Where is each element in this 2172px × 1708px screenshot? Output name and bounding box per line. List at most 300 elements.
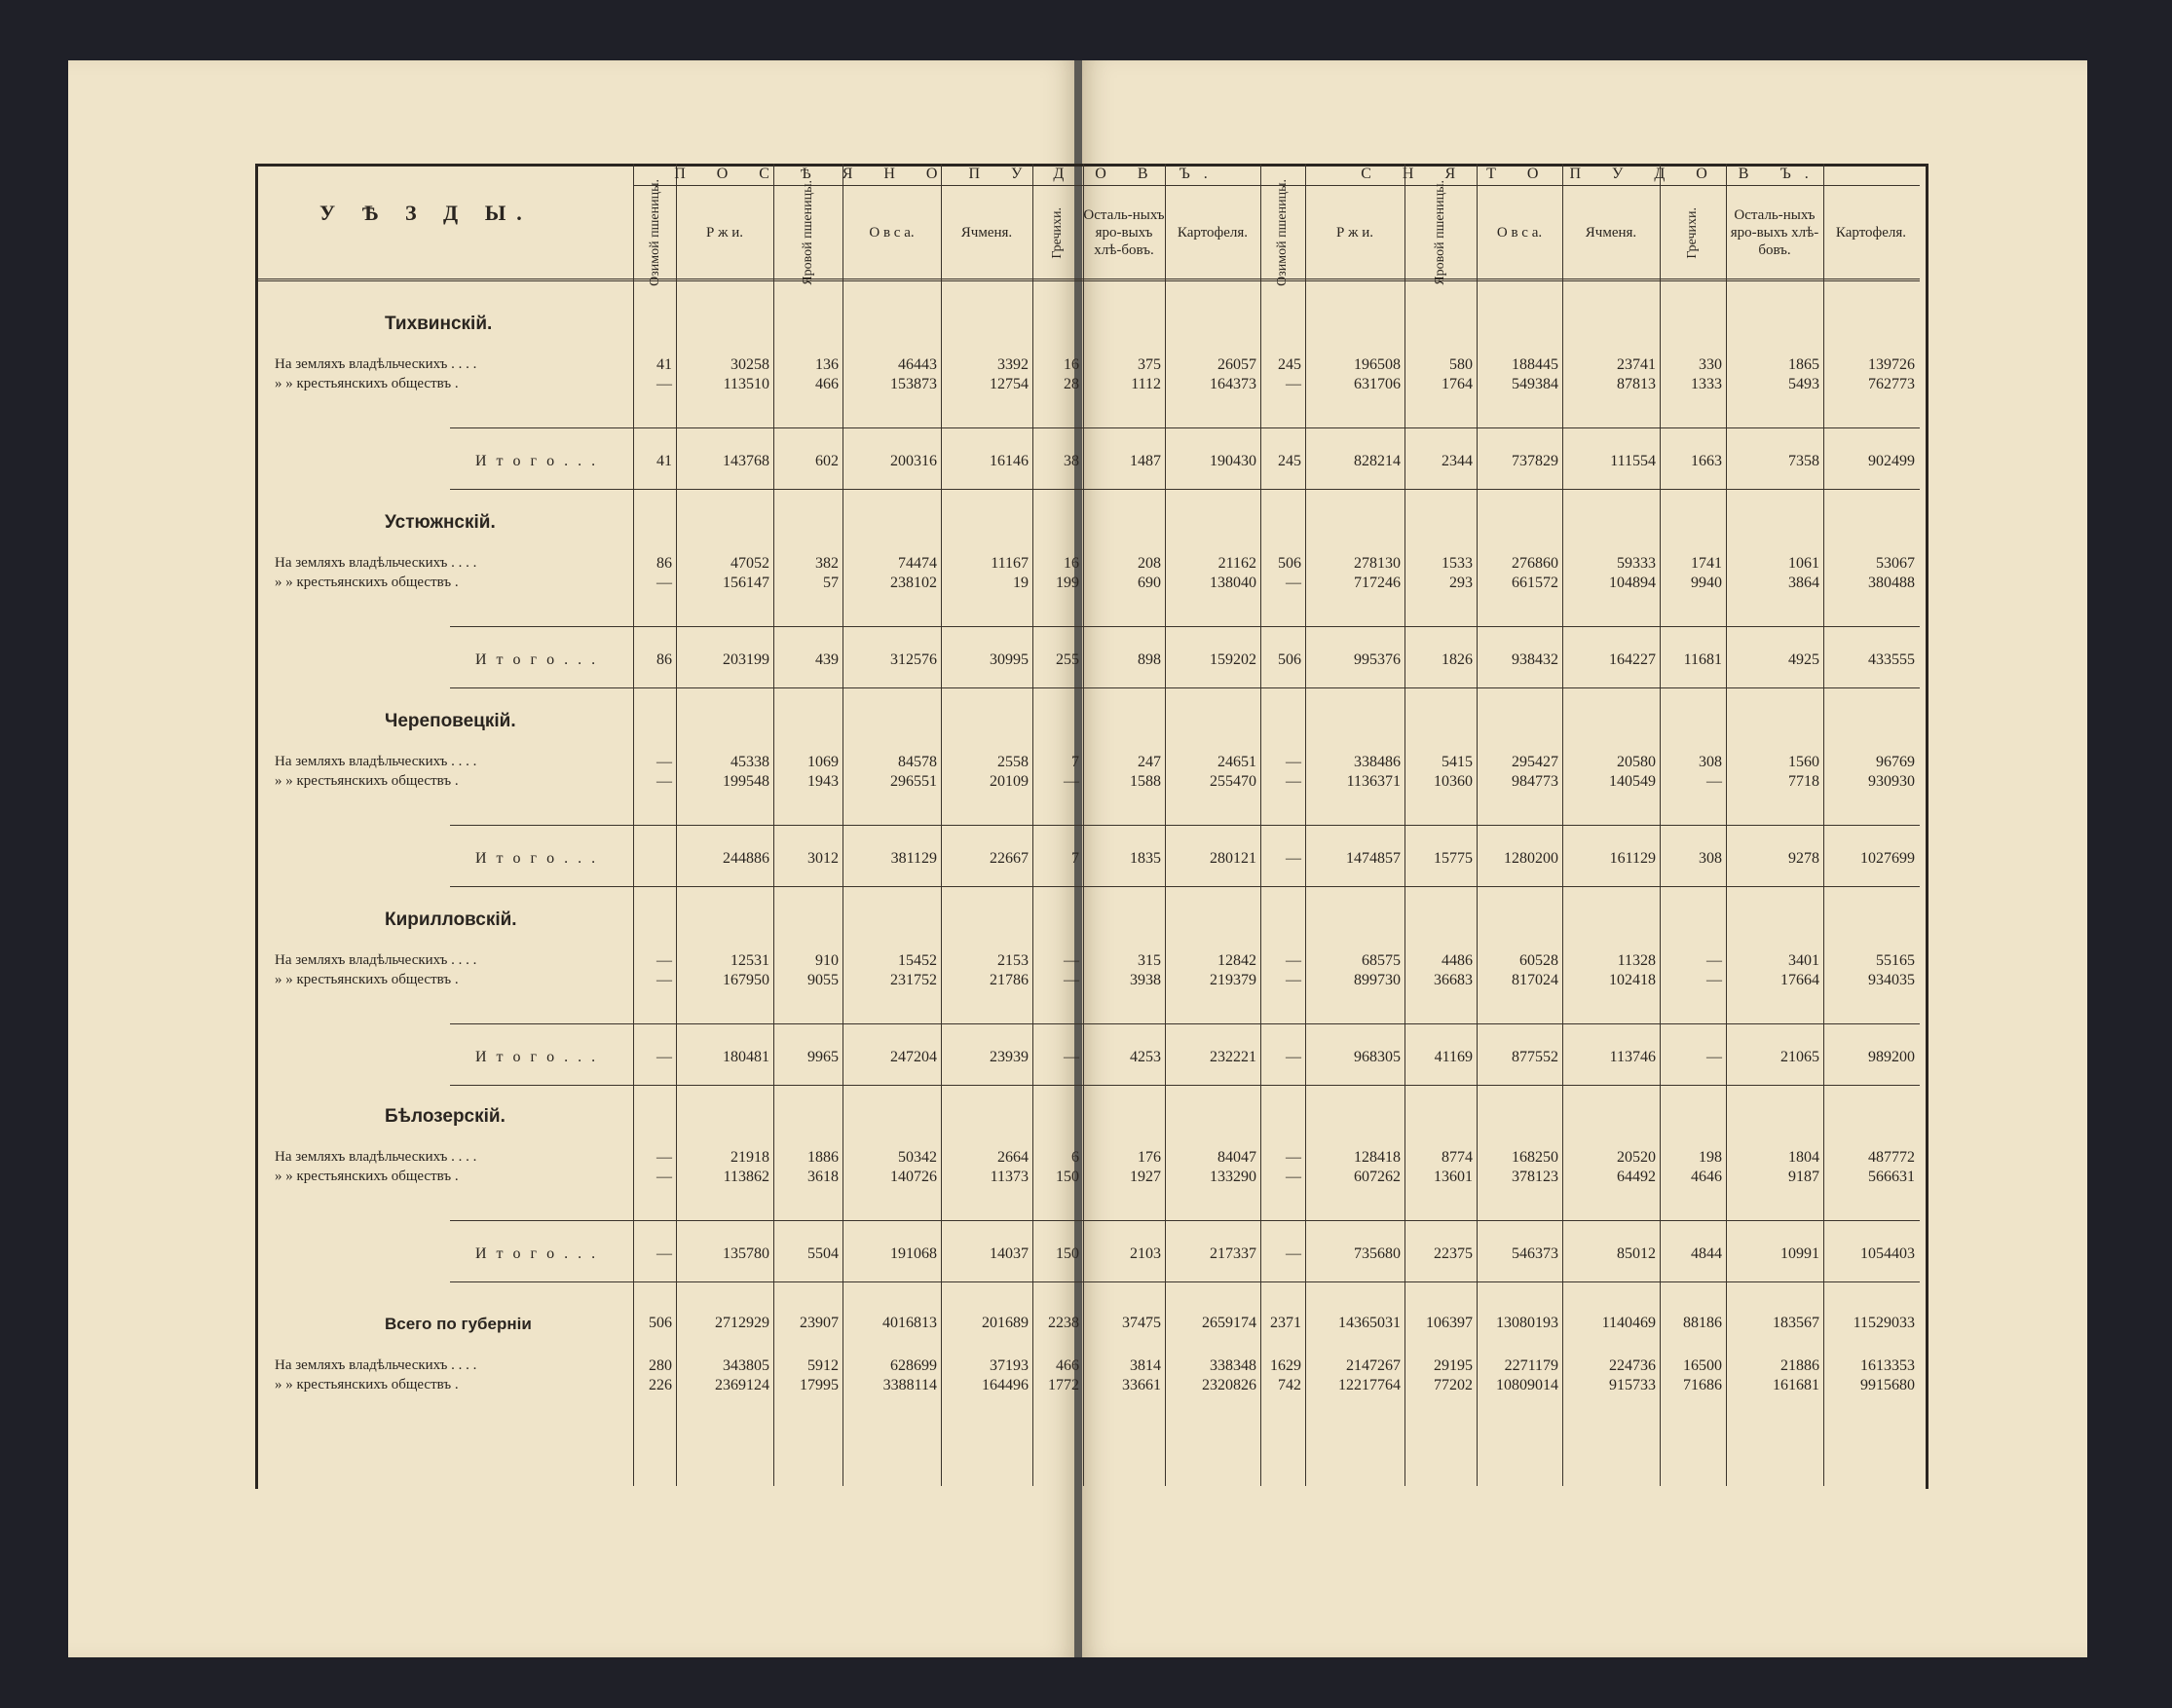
cell-peasants: 19 [1013, 575, 1029, 591]
cell-owners: 580 [1449, 356, 1473, 373]
cell-total: — [1706, 1049, 1722, 1065]
cell-peasants: 9055 [807, 972, 839, 988]
cell-peasants: 378123 [1512, 1169, 1558, 1185]
cell-vsego-owners: 3814 [1130, 1357, 1161, 1374]
column-header-text: Яровой пшеницы. [800, 180, 815, 285]
column-header [1823, 187, 1919, 278]
cell-peasants: 12754 [990, 376, 1029, 392]
cell-owners: 68575 [1362, 952, 1401, 969]
row-label-peasants: » » крестьянскихъ обществъ . [275, 1169, 459, 1184]
cell-peasants: 549384 [1512, 376, 1558, 392]
cell-peasants: 199 [1056, 575, 1079, 591]
cell-peasants: 1333 [1691, 376, 1722, 392]
cell-peasants: 566631 [1868, 1169, 1915, 1185]
column-header-text: Гречихи. [1050, 206, 1065, 259]
cell-owners: 47052 [730, 555, 769, 572]
cell-total: 2103 [1130, 1245, 1161, 1262]
cell-owners: 188445 [1512, 356, 1558, 373]
column-header [1305, 187, 1404, 278]
cell-owners: 245 [1278, 356, 1301, 373]
cell-peasants: 661572 [1512, 575, 1558, 591]
cell-peasants: — [1286, 773, 1301, 790]
cell-owners: 208 [1138, 555, 1161, 572]
cell-vsego-owners: 5912 [807, 1357, 839, 1374]
column-header-text: Картофеля. [1835, 225, 1907, 241]
cell-owners: 6 [1071, 1149, 1079, 1166]
cell-total: 232221 [1210, 1049, 1256, 1065]
cell-total: 737829 [1512, 453, 1558, 469]
cell-total: 439 [815, 651, 839, 668]
cell-total: 828214 [1354, 453, 1401, 469]
cell-total: 10991 [1780, 1245, 1819, 1262]
column-header-text: Яровой пшеницы. [1433, 180, 1447, 285]
cell-total: 150 [1056, 1245, 1079, 1262]
cell-owners: 11328 [1617, 952, 1656, 969]
cell-peasants: 984773 [1512, 773, 1558, 790]
column-header-text: Картофеля. [1177, 225, 1249, 241]
cell-total: 244886 [723, 850, 769, 867]
header-bottom-rule [258, 280, 1920, 281]
cell-vsego-total: 183567 [1773, 1315, 1819, 1331]
cell-vsego-owners: 628699 [890, 1357, 937, 1374]
cell-owners: 168250 [1512, 1149, 1558, 1166]
cell-total: 4925 [1788, 651, 1819, 668]
cell-total: 21065 [1780, 1049, 1819, 1065]
cell-peasants: 1112 [1131, 376, 1161, 392]
column-header-text: Р ж и. [706, 225, 743, 241]
cell-vsego-owners: 280 [649, 1357, 672, 1374]
cell-peasants: 5493 [1788, 376, 1819, 392]
cell-peasants: — [1064, 972, 1079, 988]
cell-total: 135780 [723, 1245, 769, 1262]
cell-total: — [1064, 1049, 1079, 1065]
cell-peasants: 9187 [1788, 1169, 1819, 1185]
cell-peasants: — [1286, 1169, 1301, 1185]
cell-peasants: 57 [823, 575, 839, 591]
cell-owners: — [656, 754, 672, 770]
cell-owners: 1069 [807, 754, 839, 770]
cell-owners: 8774 [1442, 1149, 1473, 1166]
cell-total: 164227 [1609, 651, 1656, 668]
cell-owners: 5415 [1442, 754, 1473, 770]
cell-peasants: 1588 [1130, 773, 1161, 790]
cell-owners: 16 [1064, 555, 1079, 572]
cell-peasants: 133290 [1210, 1169, 1256, 1185]
cell-peasants: — [656, 575, 672, 591]
cell-owners: 12531 [730, 952, 769, 969]
district-name: Череповецкій. [385, 711, 516, 731]
cell-total: 1054403 [1860, 1245, 1915, 1262]
cell-peasants: — [1286, 376, 1301, 392]
cell-peasants: 231752 [890, 972, 937, 988]
cell-peasants: 762773 [1868, 376, 1915, 392]
cell-owners: 315 [1138, 952, 1161, 969]
cell-total: 1663 [1691, 453, 1722, 469]
cell-owners: 506 [1278, 555, 1301, 572]
cell-peasants: 17664 [1780, 972, 1819, 988]
cell-peasants: 156147 [723, 575, 769, 591]
cell-peasants: 219379 [1210, 972, 1256, 988]
cell-owners: 139726 [1868, 356, 1915, 373]
cell-peasants: 934035 [1868, 972, 1915, 988]
cell-total: 41169 [1434, 1049, 1473, 1065]
cell-owners: 2153 [997, 952, 1029, 969]
cell-total: 9278 [1788, 850, 1819, 867]
cell-vsego-owners: 224736 [1609, 1357, 1656, 1374]
cell-total: 995376 [1354, 651, 1401, 668]
cell-owners: 21162 [1217, 555, 1256, 572]
cell-vsego-total: 1140469 [1601, 1315, 1656, 1331]
cell-owners: — [656, 1149, 672, 1166]
cell-owners: 60528 [1519, 952, 1558, 969]
cell-peasants: 899730 [1354, 972, 1401, 988]
cell-total: 938432 [1512, 651, 1558, 668]
cell-vsego-peasants: 742 [1278, 1377, 1301, 1393]
cell-total: 190430 [1210, 453, 1256, 469]
cell-peasants: 13601 [1434, 1169, 1473, 1185]
cell-vsego-total: 14365031 [1338, 1315, 1401, 1331]
cell-total: 1280200 [1504, 850, 1558, 867]
cell-peasants: 7718 [1788, 773, 1819, 790]
district-name: Бѣлозерскій. [385, 1106, 506, 1127]
cell-total: — [1286, 1049, 1301, 1065]
cell-total: 245 [1278, 453, 1301, 469]
cell-vsego-owners: 2147267 [1346, 1357, 1401, 1374]
header-bottom-rule [258, 278, 1920, 279]
cell-peasants: 466 [815, 376, 839, 392]
cell-peasants: 140549 [1609, 773, 1656, 790]
cell-owners: 55165 [1876, 952, 1915, 969]
row-label-owners: На земляхъ владѣльческихъ . . . . [275, 952, 477, 968]
cell-total: 15775 [1434, 850, 1473, 867]
column-header-text: О в с а. [1496, 225, 1543, 241]
cell-owners: 910 [815, 952, 839, 969]
subtotal-rule [450, 427, 1920, 428]
row-label-peasants: » » крестьянскихъ обществъ . [275, 376, 459, 391]
itogo-label: И т о г о . . . [475, 850, 599, 867]
cell-total: 308 [1699, 850, 1722, 867]
cell-total: 217337 [1210, 1245, 1256, 1262]
cell-total: 11681 [1683, 651, 1722, 668]
cell-owners: 1886 [807, 1149, 839, 1166]
cell-total: 180481 [723, 1049, 769, 1065]
cell-total: 30995 [990, 651, 1029, 668]
column-header-text: Озимой пшеницы. [648, 179, 662, 286]
cell-owners: 382 [815, 555, 839, 572]
subtotal-rule [450, 1220, 1920, 1221]
cell-vsego-owners: 343805 [723, 1357, 769, 1374]
cell-peasants: 102418 [1609, 972, 1656, 988]
cell-owners: 21918 [730, 1149, 769, 1166]
cell-total: 280121 [1210, 850, 1256, 867]
column-header-text: Ячменя. [1585, 225, 1637, 241]
cell-owners: 50342 [898, 1149, 937, 1166]
cell-owners: 2558 [997, 754, 1029, 770]
cell-owners: 16 [1064, 356, 1079, 373]
cell-peasants: — [1706, 773, 1722, 790]
cell-vsego-peasants: 915733 [1609, 1377, 1656, 1393]
cell-total: 898 [1138, 651, 1161, 668]
cell-peasants: 1764 [1442, 376, 1473, 392]
cell-vsego-owners: 1629 [1270, 1357, 1301, 1374]
column-header [843, 187, 941, 278]
cell-owners: 7 [1071, 754, 1079, 770]
column-header-text: Осталь-ныхъ яро-выхъ хлѣ-бовъ. [1083, 207, 1165, 258]
cell-total: 3012 [807, 850, 839, 867]
row-label-owners: На земляхъ владѣльческихъ . . . . [275, 555, 477, 571]
cell-total: 247204 [890, 1049, 937, 1065]
cell-owners: — [1286, 952, 1301, 969]
cell-owners: — [1286, 1149, 1301, 1166]
cell-peasants: 167950 [723, 972, 769, 988]
column-header [1404, 180, 1477, 285]
cell-owners: 308 [1699, 754, 1722, 770]
itogo-label: И т о г о . . . [475, 1049, 599, 1065]
cell-total: 7 [1071, 850, 1079, 867]
cell-total: 5504 [807, 1245, 839, 1262]
cell-vsego-total: 2371 [1270, 1315, 1301, 1331]
cell-vsego-peasants: 71686 [1683, 1377, 1722, 1393]
cell-owners: 41 [656, 356, 672, 373]
cell-total: 1027699 [1860, 850, 1915, 867]
cell-total: 113746 [1609, 1049, 1656, 1065]
cell-peasants: 113862 [723, 1169, 769, 1185]
cell-vsego-total: 2659174 [1202, 1315, 1256, 1331]
cell-total: 506 [1278, 651, 1301, 668]
cell-peasants: — [656, 376, 672, 392]
column-header [1477, 187, 1562, 278]
column-header [676, 187, 773, 278]
cell-owners: 1865 [1788, 356, 1819, 373]
cell-owners: 74474 [898, 555, 937, 572]
cell-peasants: 138040 [1210, 575, 1256, 591]
cell-vsego-owners: 37193 [990, 1357, 1029, 1374]
cell-peasants: 255470 [1210, 773, 1256, 790]
cell-owners: — [1706, 952, 1722, 969]
cell-peasants: 64492 [1617, 1169, 1656, 1185]
cell-owners: 2664 [997, 1149, 1029, 1166]
cell-owners: 46443 [898, 356, 937, 373]
cell-peasants: 153873 [890, 376, 937, 392]
cell-total: 989200 [1868, 1049, 1915, 1065]
column-header [941, 187, 1032, 278]
cell-total: 200316 [890, 453, 937, 469]
cell-owners: 487772 [1868, 1149, 1915, 1166]
cell-total: 602 [815, 453, 839, 469]
cell-owners: 1741 [1691, 555, 1722, 572]
row-label-owners: На земляхъ владѣльческихъ . . . . [275, 1357, 477, 1373]
cell-total: 546373 [1512, 1245, 1558, 1262]
row-label-peasants: » » крестьянскихъ обществъ . [275, 972, 459, 987]
cell-owners: 136 [815, 356, 839, 373]
cell-total: 86 [656, 651, 672, 668]
district-name: Тихвинскій. [385, 314, 493, 334]
column-header [773, 180, 843, 285]
cell-total: 902499 [1868, 453, 1915, 469]
cell-owners: 3401 [1788, 952, 1819, 969]
cell-peasants: 3938 [1130, 972, 1161, 988]
cell-owners: 45338 [730, 754, 769, 770]
cell-total: 2344 [1442, 453, 1473, 469]
cell-vsego-peasants: 17995 [800, 1377, 839, 1393]
column-header-text: Гречихи. [1685, 206, 1700, 259]
cell-peasants: 631706 [1354, 376, 1401, 392]
cell-vsego-peasants: 161681 [1773, 1377, 1819, 1393]
cell-owners: 96769 [1876, 754, 1915, 770]
cell-peasants: 28 [1064, 376, 1079, 392]
cell-vsego-total: 88186 [1683, 1315, 1722, 1331]
cell-total: 85012 [1617, 1245, 1656, 1262]
cell-peasants: 20109 [990, 773, 1029, 790]
cell-peasants: 113510 [723, 376, 769, 392]
cell-total: 38 [1064, 453, 1079, 469]
cell-peasants: — [656, 972, 672, 988]
cell-owners: 24651 [1217, 754, 1256, 770]
cell-peasants: — [656, 773, 672, 790]
district-name: Устюжнскій. [385, 512, 496, 533]
cell-owners: 278130 [1354, 555, 1401, 572]
itogo-label: И т о г о . . . [475, 1245, 599, 1262]
cell-peasants: 36683 [1434, 972, 1473, 988]
cell-owners: 196508 [1354, 356, 1401, 373]
cell-owners: 15452 [898, 952, 937, 969]
subtotal-rule [450, 825, 1920, 826]
cell-owners: 247 [1138, 754, 1161, 770]
column-header [635, 179, 676, 286]
row-label-owners: На земляхъ владѣльческихъ . . . . [275, 356, 477, 372]
column-header-text: Ячменя. [960, 225, 1013, 241]
cell-peasants: 238102 [890, 575, 937, 591]
column-header-text: Р ж и. [1336, 225, 1373, 241]
cell-peasants: 87813 [1617, 376, 1656, 392]
cell-peasants: 150 [1056, 1169, 1079, 1185]
cell-total: 22667 [990, 850, 1029, 867]
cell-vsego-peasants: 33661 [1122, 1377, 1161, 1393]
row-label-peasants: » » крестьянскихъ обществъ . [275, 1377, 459, 1392]
cell-vsego-peasants: 2320826 [1202, 1377, 1256, 1393]
cell-owners: 1560 [1788, 754, 1819, 770]
cell-total: 14037 [990, 1245, 1029, 1262]
cell-peasants: — [1286, 575, 1301, 591]
cell-peasants: 21786 [990, 972, 1029, 988]
cell-vsego-peasants: 2369124 [715, 1377, 769, 1393]
cell-owners: 198 [1699, 1149, 1722, 1166]
cell-total: 4253 [1130, 1049, 1161, 1065]
cell-vsego-peasants: 12217764 [1338, 1377, 1401, 1393]
subtotal-rule [450, 687, 1920, 688]
posejano-banner: П О С Ѣ Я Н О П У Д О В Ъ. [674, 166, 1221, 182]
cell-owners: 1533 [1442, 555, 1473, 572]
district-name: Кирилловскій. [385, 910, 517, 930]
cell-peasants: 199548 [723, 773, 769, 790]
row-label-owners: На земляхъ владѣльческихъ . . . . [275, 754, 477, 769]
cell-owners: 338486 [1354, 754, 1401, 770]
cell-peasants: — [656, 1169, 672, 1185]
cell-vsego-peasants: 10809014 [1496, 1377, 1558, 1393]
subtotal-rule [450, 1085, 1920, 1086]
cell-owners: 3392 [997, 356, 1029, 373]
cell-owners: 128418 [1354, 1149, 1401, 1166]
cell-vsego-total: 37475 [1122, 1315, 1161, 1331]
row-label-owners: На земляхъ владѣльческихъ . . . . [275, 1149, 477, 1165]
cell-peasants: 4646 [1691, 1169, 1722, 1185]
cell-peasants: — [1706, 972, 1722, 988]
cell-peasants: 1943 [807, 773, 839, 790]
vsego-label: Всего по губерніи [385, 1315, 532, 1333]
column-header [1562, 187, 1660, 278]
cell-total: 968305 [1354, 1049, 1401, 1065]
cell-peasants: 11373 [990, 1169, 1029, 1185]
cell-peasants: 717246 [1354, 575, 1401, 591]
cell-total: 41 [656, 453, 672, 469]
cell-peasants: 3864 [1788, 575, 1819, 591]
cell-vsego-total: 2238 [1048, 1315, 1079, 1331]
column-header-text: Озимой пшеницы. [1275, 179, 1290, 286]
cell-owners: — [1286, 754, 1301, 770]
cell-total: 203199 [723, 651, 769, 668]
cell-peasants: 164373 [1210, 376, 1256, 392]
cell-vsego-total: 23907 [800, 1315, 839, 1331]
cell-owners: 84578 [898, 754, 937, 770]
cell-vsego-peasants: 226 [649, 1377, 672, 1393]
subtotal-rule [450, 886, 1920, 887]
cell-vsego-owners: 29195 [1434, 1357, 1473, 1374]
cell-vsego-total: 506 [649, 1315, 672, 1331]
cell-owners: 53067 [1876, 555, 1915, 572]
cell-owners: 1804 [1788, 1149, 1819, 1166]
cell-vsego-total: 11529033 [1853, 1315, 1915, 1331]
row-label-peasants: » » крестьянскихъ обществъ . [275, 575, 459, 590]
cell-owners: 4486 [1442, 952, 1473, 969]
cell-owners: 11167 [991, 555, 1029, 572]
cell-peasants: 930930 [1868, 773, 1915, 790]
cell-peasants: 817024 [1512, 972, 1558, 988]
column-header [1165, 187, 1260, 278]
cell-total: 191068 [890, 1245, 937, 1262]
cell-total: 433555 [1868, 651, 1915, 668]
column-header-text: Осталь-ныхъ яро-выхъ хлѣ-бовъ. [1730, 207, 1819, 258]
cell-vsego-total: 13080193 [1496, 1315, 1558, 1331]
subtotal-rule [450, 489, 1920, 490]
cell-vsego-owners: 21886 [1780, 1357, 1819, 1374]
cell-vsego-total: 106397 [1426, 1315, 1473, 1331]
cell-owners: 176 [1138, 1149, 1161, 1166]
cell-vsego-peasants: 9915680 [1860, 1377, 1915, 1393]
cell-owners: 26057 [1217, 356, 1256, 373]
cell-vsego-owners: 1613353 [1860, 1357, 1915, 1374]
cell-peasants: 1136371 [1346, 773, 1401, 790]
cell-vsego-owners: 338348 [1210, 1357, 1256, 1374]
cell-peasants: 380488 [1868, 575, 1915, 591]
column-header [1083, 187, 1165, 278]
cell-total: 1826 [1442, 651, 1473, 668]
cell-peasants: 104894 [1609, 575, 1656, 591]
cell-peasants: 607262 [1354, 1169, 1401, 1185]
column-header-text: О в с а. [869, 225, 915, 241]
cell-total: 255 [1056, 651, 1079, 668]
cell-peasants: 1927 [1130, 1169, 1161, 1185]
snjato-banner: С Н Я Т О П У Д О В Ъ. [1361, 166, 1822, 182]
cell-peasants: 9940 [1691, 575, 1722, 591]
cell-vsego-peasants: 164496 [982, 1377, 1029, 1393]
column-header [1660, 187, 1726, 278]
cell-vsego-peasants: 3388114 [882, 1377, 937, 1393]
subtotal-rule [450, 1023, 1920, 1024]
column-header [1726, 187, 1823, 278]
cell-total: 161129 [1609, 850, 1656, 867]
itogo-label: И т о г о . . . [475, 651, 599, 668]
cell-peasants: 293 [1449, 575, 1473, 591]
